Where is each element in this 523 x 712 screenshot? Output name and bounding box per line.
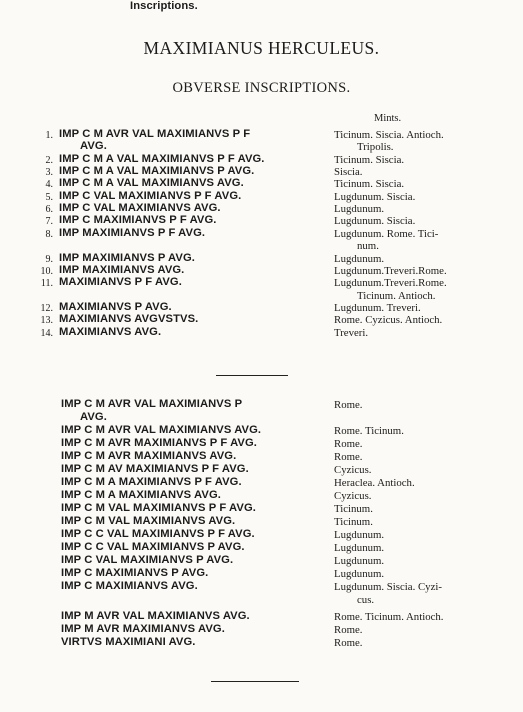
inscription-text: IMP C M AVR VAL MAXIMIANVS P F <box>59 128 251 140</box>
inscription-text: IMP MAXIMIANVS P F AVG. <box>59 226 206 239</box>
table-row <box>0 476 523 490</box>
mint-text: Rome. <box>334 451 363 463</box>
table-row <box>0 502 523 516</box>
table-row <box>0 463 523 477</box>
section-divider <box>216 375 288 376</box>
mint-text: Lugdunum. <box>334 568 385 580</box>
inscription-text: IMP C M AVR VAL MAXIMIANVS P <box>61 398 243 410</box>
entry-number: 6. <box>45 204 53 216</box>
mint-text: Lugdunum. Siscia. <box>334 190 416 203</box>
inscription-text: IMP C M AVR MAXIMIANVS AVG. <box>61 450 237 462</box>
mint-text: Lugdunum. Siscia. <box>334 215 416 228</box>
entry-number: 1. <box>45 130 53 141</box>
table-row <box>0 580 523 594</box>
entry-number: 13. <box>40 315 53 327</box>
table-row <box>0 593 523 607</box>
entry-number: 14. <box>40 327 53 339</box>
inscription-text: VIRTVS MAXIMIANI AVG. <box>61 636 196 648</box>
inscription-text: IMP C VAL MAXIMIANVS P AVG. <box>61 554 234 566</box>
entry-number: 4. <box>45 179 53 191</box>
inscription-text: IMP MAXIMIANVS P AVG. <box>59 251 195 264</box>
mint-text: Rome. <box>334 438 363 450</box>
inscription-text: MAXIMIANVS AVG. <box>59 325 162 338</box>
table-row <box>0 636 523 650</box>
inscription-text: AVG. <box>80 140 107 153</box>
inscription-text: IMP C M A MAXIMIANVS P F AVG. <box>61 476 242 488</box>
mint-text: Ticinum. Antioch. <box>357 289 436 302</box>
inscription-text: IMP C M VAL MAXIMIANVS P F AVG. <box>61 502 256 514</box>
column-header-mints: Mints. <box>374 113 402 124</box>
mint-text: Rome. <box>334 399 363 411</box>
entry-number: 9. <box>45 253 53 265</box>
table-row <box>0 326 523 340</box>
inscription-text: IMP C M AV MAXIMIANVS P F AVG. <box>61 463 249 475</box>
column-header-inscriptions: Inscriptions. <box>130 0 198 12</box>
mint-text: Heraclea. Antioch. <box>334 477 415 489</box>
inscription-text: IMP C M VAL MAXIMIANVS AVG. <box>61 515 236 527</box>
mint-text: Rome. Cyzicus. Antioch. <box>334 314 443 327</box>
mint-text: Lugdunum.Treveri.Rome. <box>334 264 447 277</box>
mint-text: Rome. <box>334 624 363 636</box>
table-row <box>0 489 523 503</box>
inscription-text: IMP C VAL MAXIMIANVS AVG. <box>59 202 221 215</box>
mint-text: Ticinum. <box>334 516 373 528</box>
table-row <box>0 424 523 438</box>
inscription-text: IMP C M A VAL MAXIMIANVS P F AVG. <box>59 152 265 165</box>
inscription-text: IMP C M AVR VAL MAXIMIANVS AVG. <box>61 424 262 436</box>
inscription-text: IMP M AVR VAL MAXIMIANVS AVG. <box>61 610 250 622</box>
mint-text: Ticinum. <box>334 503 373 515</box>
inscription-text: IMP C M A MAXIMIANVS AVG. <box>61 489 221 501</box>
mint-text: Rome. Ticinum. Antioch. <box>334 611 444 623</box>
mint-text: Lugdunum. Rome. Tici- <box>334 227 439 240</box>
entry-number: 12. <box>40 302 53 314</box>
mint-text: Lugdunum. <box>334 252 385 265</box>
mint-text: cus. <box>357 594 375 606</box>
mint-text: Treveri. <box>334 326 369 339</box>
table-row <box>0 541 523 555</box>
entry-number: 8. <box>45 228 53 240</box>
mint-text: Tripolis. <box>357 141 394 154</box>
inscription-text: IMP C VAL MAXIMIANVS P F AVG. <box>59 189 242 202</box>
mint-text: Rome. <box>334 637 363 649</box>
table-row <box>0 623 523 637</box>
section-subtitle: OBVERSE INSCRIPTIONS. <box>172 80 351 96</box>
inscription-text: IMP C M A VAL MAXIMIANVS P AVG. <box>59 165 255 178</box>
mint-text: Lugdunum. Treveri. <box>334 301 421 314</box>
mint-text: Lugdunum. <box>334 203 385 216</box>
bottom-divider <box>211 681 299 682</box>
inscription-text: IMP C M A VAL MAXIMIANVS AVG. <box>59 177 244 190</box>
mint-text: Lugdunum.Treveri.Rome. <box>334 277 447 290</box>
inscription-text: AVG. <box>80 411 107 423</box>
entry-number: 5. <box>45 191 53 203</box>
entry-number: 3. <box>45 167 53 179</box>
inscription-text: IMP MAXIMIANVS AVG. <box>59 263 185 276</box>
table-row <box>0 567 523 581</box>
table-row <box>0 411 523 425</box>
mint-text: Rome. Ticinum. <box>334 425 404 437</box>
entry-number: 11. <box>40 278 53 290</box>
mint-text: Lugdunum. <box>334 529 385 541</box>
entry-number: 10. <box>40 265 53 277</box>
mint-text: Lugdunum. <box>334 555 385 567</box>
mint-text: Cyzicus. <box>334 490 372 502</box>
mint-text: Lugdunum. Siscia. Cyzi- <box>334 581 442 593</box>
inscription-text: MAXIMIANVS AVGVSTVS. <box>59 313 199 326</box>
mint-text: num. <box>357 240 379 253</box>
mint-text: Ticinum. Siscia. <box>334 178 405 191</box>
inscription-text: MAXIMIANVS P F AVG. <box>59 276 182 289</box>
page-title: MAXIMIANUS HERCULEUS. <box>143 38 380 58</box>
inscription-text: IMP C C VAL MAXIMIANVS P F AVG. <box>61 528 255 540</box>
table-row <box>0 437 523 451</box>
table-row <box>0 528 523 542</box>
inscription-text: IMP C MAXIMIANVS P F AVG. <box>59 214 217 227</box>
inscription-text: IMP C MAXIMIANVS P AVG. <box>61 567 209 579</box>
mint-text: Lugdunum. <box>334 542 385 554</box>
entry-number: 2. <box>45 154 53 166</box>
inscription-text: IMP C MAXIMIANVS AVG. <box>61 580 198 592</box>
table-row <box>0 450 523 464</box>
table-row <box>0 398 523 412</box>
inscription-text: IMP C C VAL MAXIMIANVS P AVG. <box>61 541 245 553</box>
mint-text: Cyzicus. <box>334 464 372 476</box>
entry-number: 7. <box>45 216 53 228</box>
inscription-text: IMP C M AVR MAXIMIANVS P F AVG. <box>61 437 257 449</box>
mint-text: Ticinum. Siscia. <box>334 153 405 166</box>
table-row <box>0 554 523 568</box>
mint-text: Siscia. <box>334 166 363 179</box>
mint-text: Ticinum. Siscia. Antioch. <box>334 129 444 141</box>
inscription-text: IMP M AVR MAXIMIANVS AVG. <box>61 623 225 635</box>
table-row <box>0 515 523 529</box>
inscription-text: MAXIMIANVS P AVG. <box>59 300 172 313</box>
table-row <box>0 610 523 624</box>
